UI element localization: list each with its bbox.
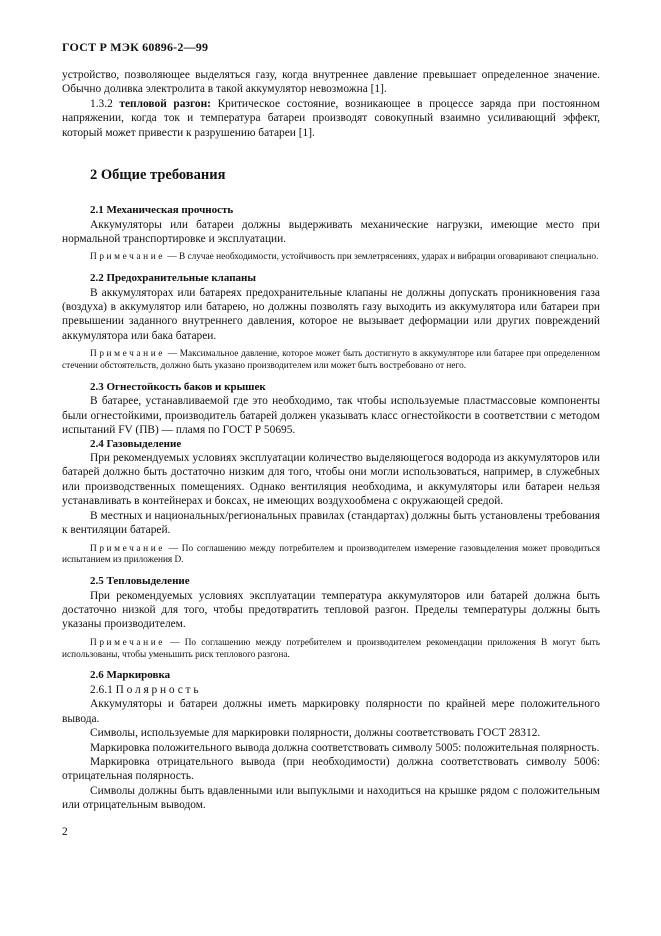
clause-1-3-2-number: 1.3.2 xyxy=(90,97,113,110)
subsection-2-6-paragraph-2: Символы, используемые для маркировки полярности, должны соответствовать ГОСТ 28312. xyxy=(90,727,541,740)
subsection-2-6-title: 2.6 Маркировка xyxy=(90,669,171,682)
section-2-title: 2 Общие требования xyxy=(90,167,226,184)
subsection-2-6-paragraph-5: Символы должны быть вдавленными или выпуклыми и находиться на крышке рядом с положительным или отрицательным выводом. xyxy=(62,784,600,812)
subsection-2-5-title: 2.5 Тепловыделение xyxy=(90,575,190,588)
document-header: ГОСТ Р МЭК 60896-2—99 xyxy=(62,40,209,54)
subsection-2-1-title: 2.1 Механическая прочность xyxy=(90,204,234,217)
intro-paragraph: устройство, позволяющее выделяться газу, когда внутреннее давление превышает определенное значение. Обычно доливка электролита в такой аккумулятор невозможна [1]. xyxy=(62,69,600,96)
subsection-2-4-paragraph-1: При рекомендуемых условиях эксплуатации количество выделяющегося водорода из аккумуляторов или батарей должно быть достаточно низким для того, чтобы они могли использоваться, например, в служебных или производственных помещениях. Однако вентиляция необходима, и аккумуляторы или батареи нельзя устанавливать в контейнерах и боксах, не имеющих воздухообмена с окружающей средой. xyxy=(62,452,600,508)
note-2-2-label: Примечание xyxy=(90,349,165,360)
subsection-2-6-paragraph-4: Маркировка отрицательного вывода (при необходимости) должна соответствовать символу 5006: отрицательная полярность. xyxy=(62,755,600,783)
clause-1-3-2-term: тепловой разгон: xyxy=(119,97,211,110)
note-2-4 xyxy=(62,544,600,568)
document-page xyxy=(62,40,600,813)
note-2-5 xyxy=(62,638,600,662)
note-2-1 xyxy=(62,252,600,264)
note-2-1-label: Примечание xyxy=(90,252,165,263)
note-2-5-label: Примечание xyxy=(90,637,165,648)
clause-1-3-2-text: Критическое состояние, возникающее в процессе заряда при постоянном напряжении, когда ток и температура батареи производят совокупный взаимно усиливающий эффект, который может привести к разрушению батареи [1]. xyxy=(62,97,600,139)
clause-2-6-1-heading xyxy=(62,683,600,697)
subsection-2-1-paragraph: Аккумуляторы или батареи должны выдерживать механические нагрузки, имеющие место при нормальной транспортировке и эксплуатации. xyxy=(62,218,600,245)
note-2-1-text: — В случае необходимости, устойчивость при землетрясениях, ударах и вибрации оговаривают специально. xyxy=(165,252,599,263)
clause-2-6-1-title: Полярность xyxy=(115,683,202,696)
subsection-2-2-title: 2.2 Предохранительные клапаны xyxy=(90,272,256,285)
page-number: 2 xyxy=(62,826,68,838)
subsection-2-6-paragraph-3: Маркировка положительного вывода должна соответствовать символу 5005: положительная полярность. xyxy=(90,741,600,754)
clause-1-3-2 xyxy=(62,97,600,140)
subsection-2-2-paragraph: В аккумуляторах или батареях предохранительные клапаны не должны допускать проникновения газа (воздуха) в аккумулятор или батарею, но должны позволять газу выходить из аккумулятора или батареи при превышении заданного внутреннего давления, которое не вызывает деформации или других повреждений аккумулятора или бака батареи. xyxy=(62,286,600,342)
subsection-2-3-paragraph: В батарее, устанавливаемой где это необходимо, так чтобы используемые пластмассовые компоненты были огнестойкими, производитель батарей должен указывать класс огнестойкости в соответствии с методом испытаний FV (ПВ) — пламя по ГОСТ Р 50695. xyxy=(62,395,600,437)
subsection-2-6-paragraph-1: Аккумуляторы и батареи должны иметь маркировку полярности по крайней мере положительного вывода. xyxy=(62,698,600,725)
note-2-2 xyxy=(62,349,600,373)
subsection-2-3-title: 2.3 Огнестойкость баков и крышек xyxy=(90,380,266,393)
subsection-2-4-paragraph-2: В местных и национальных/региональных правилах (стандартах) должны быть установлены требования к вентиляции батарей. xyxy=(62,509,600,537)
note-2-4-label: Примечание xyxy=(90,543,165,554)
note-2-4-text: — По соглашению между потребителем и производителем измерение газовыделения может проводиться испытанием из приложения D. xyxy=(62,543,600,566)
subsection-2-5-paragraph: При рекомендуемых условиях эксплуатации температура аккумуляторов или батарей должна быть достаточно низкой для того, чтобы предотвратить тепловой разгон. Пределы температуры должны быть указаны производителем. xyxy=(62,589,600,631)
clause-2-6-1-number: 2.6.1 xyxy=(90,683,113,696)
note-2-2-text: — Максимальное давление, которое может быть достигнуто в аккумуляторе или батарее при определенном стечении обстоятельств, должно быть указано производителем или может быть востребовано от него. xyxy=(62,349,600,372)
subsection-2-4-title: 2.4 Газовыделение xyxy=(90,437,182,450)
note-2-5-text: — По соглашению между потребителем и производителем рекомендации приложения В могут быть использованы, чтобы уменьшить риск теплового разгона. xyxy=(62,637,600,660)
